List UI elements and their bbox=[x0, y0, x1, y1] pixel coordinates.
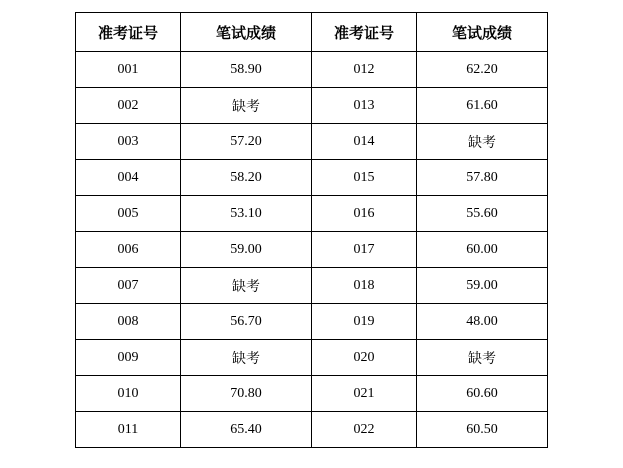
column-header-admission-number-2: 准考证号 bbox=[312, 13, 417, 52]
cell-written-score: 60.00 bbox=[417, 232, 548, 268]
cell-admission-number: 016 bbox=[312, 196, 417, 232]
cell-admission-number: 001 bbox=[76, 52, 181, 88]
cell-admission-number: 015 bbox=[312, 160, 417, 196]
column-header-written-score-2: 笔试成绩 bbox=[417, 13, 548, 52]
table-row bbox=[76, 88, 548, 124]
cell-admission-number: 005 bbox=[76, 196, 181, 232]
cell-admission-number: 014 bbox=[312, 124, 417, 160]
cell-written-score: 70.80 bbox=[181, 376, 312, 412]
cell-written-score: 56.70 bbox=[181, 304, 312, 340]
cell-written-score: 53.10 bbox=[181, 196, 312, 232]
cell-written-score: 缺考 bbox=[181, 88, 312, 124]
table-row bbox=[76, 52, 548, 88]
cell-admission-number: 018 bbox=[312, 268, 417, 304]
cell-admission-number: 004 bbox=[76, 160, 181, 196]
table-body bbox=[76, 52, 548, 448]
cell-admission-number: 003 bbox=[76, 124, 181, 160]
exam-score-table bbox=[75, 12, 548, 448]
cell-written-score: 62.20 bbox=[417, 52, 548, 88]
cell-admission-number: 020 bbox=[312, 340, 417, 376]
table-row bbox=[76, 124, 548, 160]
cell-written-score: 55.60 bbox=[417, 196, 548, 232]
cell-admission-number: 012 bbox=[312, 52, 417, 88]
cell-admission-number: 002 bbox=[76, 88, 181, 124]
cell-admission-number: 021 bbox=[312, 376, 417, 412]
cell-written-score: 61.60 bbox=[417, 88, 548, 124]
table-row bbox=[76, 340, 548, 376]
cell-written-score: 57.20 bbox=[181, 124, 312, 160]
table-row bbox=[76, 232, 548, 268]
table-row bbox=[76, 376, 548, 412]
column-header-written-score-1: 笔试成绩 bbox=[181, 13, 312, 52]
table-header-row bbox=[76, 13, 548, 52]
cell-written-score: 59.00 bbox=[417, 268, 548, 304]
table-row bbox=[76, 268, 548, 304]
cell-admission-number: 022 bbox=[312, 412, 417, 448]
cell-written-score: 缺考 bbox=[417, 124, 548, 160]
cell-written-score: 65.40 bbox=[181, 412, 312, 448]
cell-admission-number: 017 bbox=[312, 232, 417, 268]
cell-written-score: 58.20 bbox=[181, 160, 312, 196]
cell-admission-number: 009 bbox=[76, 340, 181, 376]
cell-written-score: 58.90 bbox=[181, 52, 312, 88]
cell-written-score: 59.00 bbox=[181, 232, 312, 268]
table-header bbox=[76, 13, 548, 52]
cell-written-score: 缺考 bbox=[417, 340, 548, 376]
table-row bbox=[76, 160, 548, 196]
cell-written-score: 60.60 bbox=[417, 376, 548, 412]
score-table-container bbox=[75, 12, 547, 448]
cell-admission-number: 019 bbox=[312, 304, 417, 340]
cell-admission-number: 008 bbox=[76, 304, 181, 340]
table-row bbox=[76, 304, 548, 340]
cell-admission-number: 007 bbox=[76, 268, 181, 304]
cell-admission-number: 011 bbox=[76, 412, 181, 448]
cell-written-score: 57.80 bbox=[417, 160, 548, 196]
cell-written-score: 缺考 bbox=[181, 340, 312, 376]
cell-admission-number: 006 bbox=[76, 232, 181, 268]
cell-admission-number: 013 bbox=[312, 88, 417, 124]
table-row bbox=[76, 412, 548, 448]
cell-written-score: 48.00 bbox=[417, 304, 548, 340]
cell-written-score: 缺考 bbox=[181, 268, 312, 304]
table-row bbox=[76, 196, 548, 232]
cell-admission-number: 010 bbox=[76, 376, 181, 412]
column-header-admission-number-1: 准考证号 bbox=[76, 13, 181, 52]
cell-written-score: 60.50 bbox=[417, 412, 548, 448]
